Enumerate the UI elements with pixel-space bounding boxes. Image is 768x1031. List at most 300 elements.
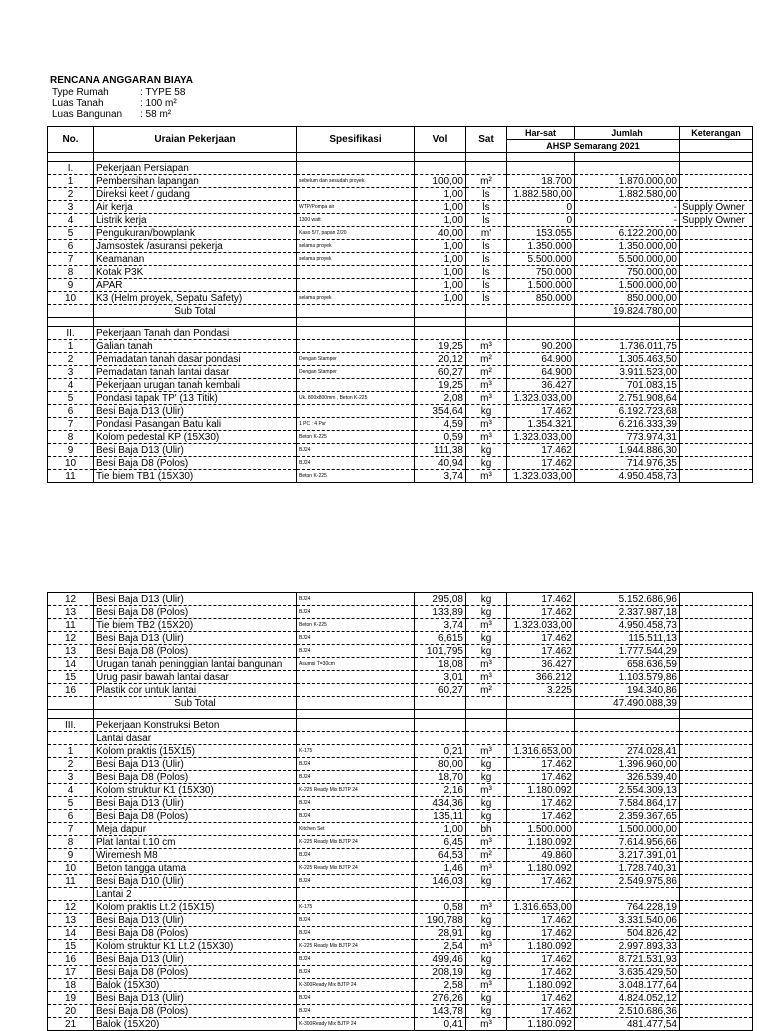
item-specification: Kitchen Set bbox=[297, 823, 415, 836]
item-unit-price: 90.200 bbox=[507, 340, 575, 353]
item-total: 194.340,86 bbox=[575, 684, 680, 697]
item-note bbox=[680, 979, 753, 992]
item-number: 13 bbox=[48, 914, 94, 927]
item-unit: m² bbox=[466, 366, 507, 379]
item-total: 4.950.458,73 bbox=[575, 619, 680, 632]
item-unit-price: 17.462 bbox=[507, 632, 575, 645]
blank-cell bbox=[680, 318, 753, 327]
section-title: Pekerjaan Persiapan bbox=[94, 162, 297, 175]
item-specification: BJ24 bbox=[297, 457, 415, 470]
item-unit: kg bbox=[466, 875, 507, 888]
table-row bbox=[48, 797, 753, 810]
item-unit: kg bbox=[466, 758, 507, 771]
empty-cell bbox=[415, 327, 466, 340]
item-specification: Kaso 5/7, papan 2/20 bbox=[297, 227, 415, 240]
item-number: 11 bbox=[48, 619, 94, 632]
item-unit: kg bbox=[466, 927, 507, 940]
empty-cell bbox=[48, 305, 94, 318]
item-total: 4.824.052,12 bbox=[575, 992, 680, 1005]
item-total: 2.337.987,18 bbox=[575, 606, 680, 619]
blank-cell bbox=[415, 710, 466, 719]
item-description: Besi Baja D8 (Polos) bbox=[94, 771, 297, 784]
item-unit: ls bbox=[466, 253, 507, 266]
empty-cell bbox=[297, 732, 415, 745]
document-title: RENCANA ANGGARAN BIAYA bbox=[50, 75, 193, 86]
item-total: 2.549.975,86 bbox=[575, 875, 680, 888]
item-unit-price: 64.900 bbox=[507, 353, 575, 366]
table-row bbox=[48, 457, 753, 470]
item-unit-price: 17.462 bbox=[507, 875, 575, 888]
item-description: K3 (Helm proyek, Sepatu Safety) bbox=[94, 292, 297, 305]
item-unit-price: 17.462 bbox=[507, 593, 575, 606]
item-unit-price: 17.462 bbox=[507, 457, 575, 470]
item-description: Besi Baja D8 (Polos) bbox=[94, 645, 297, 658]
item-specification: Uk. 800x800mm , Beton K-225 bbox=[297, 392, 415, 405]
item-volume: 276,26 bbox=[415, 992, 466, 1005]
item-total: 1.736.011,75 bbox=[575, 340, 680, 353]
item-unit-price: 36.427 bbox=[507, 379, 575, 392]
item-note bbox=[680, 784, 753, 797]
empty-cell bbox=[297, 697, 415, 710]
item-unit: kg bbox=[466, 645, 507, 658]
item-specification: BJ24 bbox=[297, 632, 415, 645]
item-specification: sebelum dan sesudah proyek bbox=[297, 175, 415, 188]
item-description: Besi Baja D13 (Ulir) bbox=[94, 405, 297, 418]
item-unit: m³ bbox=[466, 671, 507, 684]
info-label: Luas Tanah bbox=[52, 98, 104, 109]
item-specification: WTP/Pompa air bbox=[297, 201, 415, 214]
blank-row bbox=[48, 710, 753, 719]
item-specification: BJ24 bbox=[297, 849, 415, 862]
blank-cell bbox=[575, 153, 680, 162]
item-total: 773.974,31 bbox=[575, 431, 680, 444]
table-row bbox=[48, 979, 753, 992]
table-row bbox=[48, 684, 753, 697]
item-unit: m² bbox=[466, 353, 507, 366]
section-number: III. bbox=[48, 719, 94, 732]
item-unit: m³ bbox=[466, 431, 507, 444]
item-total: 7.584.864,17 bbox=[575, 797, 680, 810]
item-volume: 2,16 bbox=[415, 784, 466, 797]
item-description: Pondasi Pasangan Batu kali bbox=[94, 418, 297, 431]
item-total: 1.103.579,86 bbox=[575, 671, 680, 684]
item-description: Urugan tanah peninggian lantai bangunan bbox=[94, 658, 297, 671]
item-volume: 434,36 bbox=[415, 797, 466, 810]
item-volume: 1,00 bbox=[415, 279, 466, 292]
item-unit: kg bbox=[466, 953, 507, 966]
table-row bbox=[48, 214, 753, 227]
item-total: 3.331.540,06 bbox=[575, 914, 680, 927]
empty-cell bbox=[415, 305, 466, 318]
item-volume: 0,58 bbox=[415, 901, 466, 914]
item-specification: Beton K-225 bbox=[297, 619, 415, 632]
item-total: - bbox=[575, 214, 680, 227]
item-specification: BJ24 bbox=[297, 1005, 415, 1018]
item-specification: K-225 Ready Mix BJTP 24 bbox=[297, 836, 415, 849]
item-unit-price: 1.354.321 bbox=[507, 418, 575, 431]
table-row bbox=[48, 619, 753, 632]
item-note bbox=[680, 849, 753, 862]
item-number: 9 bbox=[48, 444, 94, 457]
item-specification: 1300 watt bbox=[297, 214, 415, 227]
section-number: II. bbox=[48, 327, 94, 340]
item-volume: 2,08 bbox=[415, 392, 466, 405]
item-note bbox=[680, 810, 753, 823]
empty-cell bbox=[507, 327, 575, 340]
item-volume: 354,64 bbox=[415, 405, 466, 418]
item-volume: 20,12 bbox=[415, 353, 466, 366]
item-volume: 1,00 bbox=[415, 253, 466, 266]
item-unit-price: 0 bbox=[507, 214, 575, 227]
item-specification: 1 PC : 4 Psr bbox=[297, 418, 415, 431]
item-note bbox=[680, 405, 753, 418]
item-specification: K-300Ready Mix BJTP 24 bbox=[297, 1018, 415, 1031]
item-total: 3.217.391,01 bbox=[575, 849, 680, 862]
item-number: 8 bbox=[48, 266, 94, 279]
item-number: 3 bbox=[48, 366, 94, 379]
item-note: Supply Owner bbox=[680, 201, 753, 214]
item-note bbox=[680, 771, 753, 784]
item-note bbox=[680, 966, 753, 979]
item-number: 14 bbox=[48, 927, 94, 940]
item-note bbox=[680, 1018, 753, 1031]
item-specification: BJ24 bbox=[297, 966, 415, 979]
item-note bbox=[680, 914, 753, 927]
item-unit: m³ bbox=[466, 901, 507, 914]
table-row bbox=[48, 606, 753, 619]
item-total: 5.152.686,96 bbox=[575, 593, 680, 606]
item-total: 3.635.429,50 bbox=[575, 966, 680, 979]
item-unit: kg bbox=[466, 405, 507, 418]
item-number: 10 bbox=[48, 292, 94, 305]
item-volume: 0,21 bbox=[415, 745, 466, 758]
table-row bbox=[48, 784, 753, 797]
item-note bbox=[680, 353, 753, 366]
item-note bbox=[680, 992, 753, 1005]
item-description: Plastik cor untuk lantai bbox=[94, 684, 297, 697]
item-description: Beton tangga utama bbox=[94, 862, 297, 875]
item-description: Besi Baja D10 (Ulir) bbox=[94, 875, 297, 888]
item-specification: BJ24 bbox=[297, 797, 415, 810]
item-volume: 19,25 bbox=[415, 340, 466, 353]
empty-cell bbox=[48, 697, 94, 710]
table-row bbox=[48, 366, 753, 379]
item-description: Pekerjaan urugan tanah kembali bbox=[94, 379, 297, 392]
item-number: 9 bbox=[48, 279, 94, 292]
item-volume: 3,74 bbox=[415, 619, 466, 632]
item-description: Kolom praktis (15X15) bbox=[94, 745, 297, 758]
header-no: No. bbox=[48, 127, 94, 153]
item-unit: m³ bbox=[466, 470, 507, 483]
item-total: 764.228,19 bbox=[575, 901, 680, 914]
item-unit-price: 5.500.000 bbox=[507, 253, 575, 266]
item-specification bbox=[297, 279, 415, 292]
item-note bbox=[680, 836, 753, 849]
item-description: Jamsostek /asuransi pekerja bbox=[94, 240, 297, 253]
item-note bbox=[680, 457, 753, 470]
item-note bbox=[680, 340, 753, 353]
item-number: 4 bbox=[48, 214, 94, 227]
item-specification: BJ24 bbox=[297, 771, 415, 784]
item-number: 10 bbox=[48, 457, 94, 470]
item-note bbox=[680, 953, 753, 966]
item-volume: 64,53 bbox=[415, 849, 466, 862]
item-note bbox=[680, 431, 753, 444]
item-number: 7 bbox=[48, 253, 94, 266]
item-description: Pondasi tapak TP' (13 Titik) bbox=[94, 392, 297, 405]
item-description: Besi Baja D13 (Ulir) bbox=[94, 444, 297, 457]
empty-cell bbox=[297, 719, 415, 732]
item-total: 326.539,40 bbox=[575, 771, 680, 784]
table-row bbox=[48, 758, 753, 771]
item-volume: 295,08 bbox=[415, 593, 466, 606]
section-number: I. bbox=[48, 162, 94, 175]
item-specification: BJ24 bbox=[297, 992, 415, 1005]
item-number: 20 bbox=[48, 1005, 94, 1018]
item-number: 4 bbox=[48, 784, 94, 797]
item-specification: selama proyek bbox=[297, 240, 415, 253]
item-unit-price: 1.180.092 bbox=[507, 979, 575, 992]
item-description: Besi Baja D8 (Polos) bbox=[94, 1005, 297, 1018]
item-description: Tie biem TB2 (15X20) bbox=[94, 619, 297, 632]
item-volume: 190,788 bbox=[415, 914, 466, 927]
header-spesifikasi: Spesifikasi bbox=[297, 127, 415, 153]
item-specification: BJ24 bbox=[297, 953, 415, 966]
item-description: Urug pasir bawah lantai dasar bbox=[94, 671, 297, 684]
item-note bbox=[680, 758, 753, 771]
item-unit: ls bbox=[466, 240, 507, 253]
item-volume: 6,615 bbox=[415, 632, 466, 645]
table-row bbox=[48, 901, 753, 914]
subtotal-label: Sub Total bbox=[94, 305, 297, 318]
item-unit: kg bbox=[466, 606, 507, 619]
table-row bbox=[48, 392, 753, 405]
item-volume: 1,00 bbox=[415, 823, 466, 836]
item-total: 1.305.463,50 bbox=[575, 353, 680, 366]
item-volume: 1,46 bbox=[415, 862, 466, 875]
item-unit: kg bbox=[466, 457, 507, 470]
item-description: Pemadatan tanah dasar pondasi bbox=[94, 353, 297, 366]
table-row bbox=[48, 470, 753, 483]
item-description: Wiremesh M8 bbox=[94, 849, 297, 862]
table-row bbox=[48, 745, 753, 758]
item-number: 12 bbox=[48, 593, 94, 606]
item-total: 1.870.000,00 bbox=[575, 175, 680, 188]
empty-cell bbox=[415, 719, 466, 732]
item-number: 19 bbox=[48, 992, 94, 1005]
empty-cell bbox=[297, 888, 415, 901]
item-volume: 2,58 bbox=[415, 979, 466, 992]
empty-cell bbox=[466, 327, 507, 340]
item-volume: 2,54 bbox=[415, 940, 466, 953]
empty-cell bbox=[575, 888, 680, 901]
empty-cell bbox=[415, 162, 466, 175]
table-row bbox=[48, 279, 753, 292]
item-unit-price: 1.180.092 bbox=[507, 836, 575, 849]
item-volume: 499,46 bbox=[415, 953, 466, 966]
item-unit-price: 1.350.000 bbox=[507, 240, 575, 253]
item-number: 16 bbox=[48, 953, 94, 966]
item-specification: BJ24 bbox=[297, 875, 415, 888]
item-note bbox=[680, 366, 753, 379]
table-row bbox=[48, 405, 753, 418]
item-note bbox=[680, 684, 753, 697]
table-row bbox=[48, 645, 753, 658]
item-unit-price: 17.462 bbox=[507, 405, 575, 418]
blank-cell bbox=[297, 710, 415, 719]
item-description: Pemadatan tanah lantai dasar bbox=[94, 366, 297, 379]
header-uraian: Uraian Pekerjaan bbox=[94, 127, 297, 153]
item-number: 13 bbox=[48, 645, 94, 658]
empty-cell bbox=[507, 697, 575, 710]
item-note bbox=[680, 632, 753, 645]
item-note bbox=[680, 266, 753, 279]
item-specification: selama proyek bbox=[297, 253, 415, 266]
subsection-row bbox=[48, 888, 753, 901]
blank-cell bbox=[507, 153, 575, 162]
subsection-title: Lantai 2 bbox=[94, 888, 297, 901]
empty-cell bbox=[48, 732, 94, 745]
item-number: 1 bbox=[48, 175, 94, 188]
info-value: : 100 m² bbox=[140, 98, 177, 109]
item-number: 5 bbox=[48, 227, 94, 240]
item-total: 1.728.740,31 bbox=[575, 862, 680, 875]
item-number: 7 bbox=[48, 418, 94, 431]
header-sat: Sat bbox=[466, 127, 507, 153]
item-number: 5 bbox=[48, 797, 94, 810]
empty-cell bbox=[415, 732, 466, 745]
subsection-row bbox=[48, 732, 753, 745]
item-unit: m³ bbox=[466, 340, 507, 353]
item-number: 6 bbox=[48, 240, 94, 253]
item-note bbox=[680, 875, 753, 888]
empty-cell bbox=[48, 888, 94, 901]
item-specification: Dengan Stamper bbox=[297, 366, 415, 379]
item-unit-price: 153.055 bbox=[507, 227, 575, 240]
table-row bbox=[48, 823, 753, 836]
item-number: 9 bbox=[48, 849, 94, 862]
item-total: 701.083,15 bbox=[575, 379, 680, 392]
item-volume: 19,25 bbox=[415, 379, 466, 392]
empty-cell bbox=[466, 732, 507, 745]
item-specification: Asumsi T=30cm bbox=[297, 658, 415, 671]
item-unit: m³ bbox=[466, 1018, 507, 1031]
blank-cell bbox=[680, 153, 753, 162]
blank-cell bbox=[297, 318, 415, 327]
item-unit-price: 17.462 bbox=[507, 606, 575, 619]
item-unit: kg bbox=[466, 771, 507, 784]
table-row bbox=[48, 810, 753, 823]
table-row bbox=[48, 227, 753, 240]
item-volume: 1,00 bbox=[415, 266, 466, 279]
item-note bbox=[680, 470, 753, 483]
item-total: 1.350.000,00 bbox=[575, 240, 680, 253]
item-unit-price: 1.323.033,00 bbox=[507, 392, 575, 405]
item-volume: 4,59 bbox=[415, 418, 466, 431]
item-unit-price: 17.462 bbox=[507, 914, 575, 927]
subtotal-label: Sub Total bbox=[94, 697, 297, 710]
item-total: 2.510.686,36 bbox=[575, 1005, 680, 1018]
subtotal-amount: 19.824.780,00 bbox=[575, 305, 680, 318]
item-specification: BJ24 bbox=[297, 645, 415, 658]
item-unit-price: 17.462 bbox=[507, 1005, 575, 1018]
item-unit-price: 17.462 bbox=[507, 953, 575, 966]
item-total: 7.614.956,66 bbox=[575, 836, 680, 849]
item-description: Plat lantai t.10 cm bbox=[94, 836, 297, 849]
item-description: Besi Baja D13 (Ulir) bbox=[94, 593, 297, 606]
item-total: 6.216.333,39 bbox=[575, 418, 680, 431]
item-specification bbox=[297, 340, 415, 353]
table-row bbox=[48, 992, 753, 1005]
item-specification: BJ24 bbox=[297, 810, 415, 823]
item-description: Besi Baja D13 (Ulir) bbox=[94, 953, 297, 966]
blank-cell bbox=[48, 710, 94, 719]
info-row bbox=[52, 109, 171, 120]
item-note: Supply Owner bbox=[680, 214, 753, 227]
item-description: Air kerja bbox=[94, 201, 297, 214]
empty-cell bbox=[466, 719, 507, 732]
subtotal-row bbox=[48, 697, 753, 710]
item-total: 1.944.886,30 bbox=[575, 444, 680, 457]
item-description: Pembersihan lapangan bbox=[94, 175, 297, 188]
item-note bbox=[680, 1005, 753, 1018]
table-row bbox=[48, 253, 753, 266]
item-unit-price: 850.000 bbox=[507, 292, 575, 305]
item-unit-price: 17.462 bbox=[507, 927, 575, 940]
item-description: Kolom pedestal KP (15X30) bbox=[94, 431, 297, 444]
item-volume: 1,00 bbox=[415, 240, 466, 253]
item-note bbox=[680, 645, 753, 658]
section-title: Pekerjaan Konstruksi Beton bbox=[94, 719, 297, 732]
item-specification: Beton K-225 bbox=[297, 470, 415, 483]
info-row bbox=[52, 98, 177, 109]
item-volume: 135,11 bbox=[415, 810, 466, 823]
item-unit-price: 3.225 bbox=[507, 684, 575, 697]
item-total: 2.359.367,65 bbox=[575, 810, 680, 823]
item-description: Besi Baja D8 (Polos) bbox=[94, 457, 297, 470]
item-total: 658.636,59 bbox=[575, 658, 680, 671]
item-total: 3.048.177,64 bbox=[575, 979, 680, 992]
item-total: - bbox=[575, 201, 680, 214]
blank-row bbox=[48, 318, 753, 327]
subtotal-amount: 47.490.088,39 bbox=[575, 697, 680, 710]
item-unit-price: 49.860 bbox=[507, 849, 575, 862]
item-description: Direksi keet / gudang bbox=[94, 188, 297, 201]
empty-cell bbox=[507, 162, 575, 175]
blank-cell bbox=[94, 318, 297, 327]
item-unit-price: 1.323.033,00 bbox=[507, 431, 575, 444]
item-unit: m² bbox=[466, 849, 507, 862]
item-number: 12 bbox=[48, 901, 94, 914]
table-row bbox=[48, 266, 753, 279]
item-volume: 6,45 bbox=[415, 836, 466, 849]
item-unit: bh bbox=[466, 823, 507, 836]
item-unit: ls bbox=[466, 292, 507, 305]
item-unit-price: 1.500.000 bbox=[507, 279, 575, 292]
item-number: 6 bbox=[48, 405, 94, 418]
blank-cell bbox=[680, 710, 753, 719]
item-note bbox=[680, 619, 753, 632]
blank-cell bbox=[48, 153, 94, 162]
item-specification: BJ24 bbox=[297, 444, 415, 457]
item-number: 13 bbox=[48, 606, 94, 619]
empty-cell bbox=[680, 697, 753, 710]
empty-cell bbox=[507, 732, 575, 745]
item-note bbox=[680, 292, 753, 305]
item-unit-price: 17.462 bbox=[507, 810, 575, 823]
header-harsat: Har-sat bbox=[507, 127, 575, 140]
item-number: 1 bbox=[48, 340, 94, 353]
